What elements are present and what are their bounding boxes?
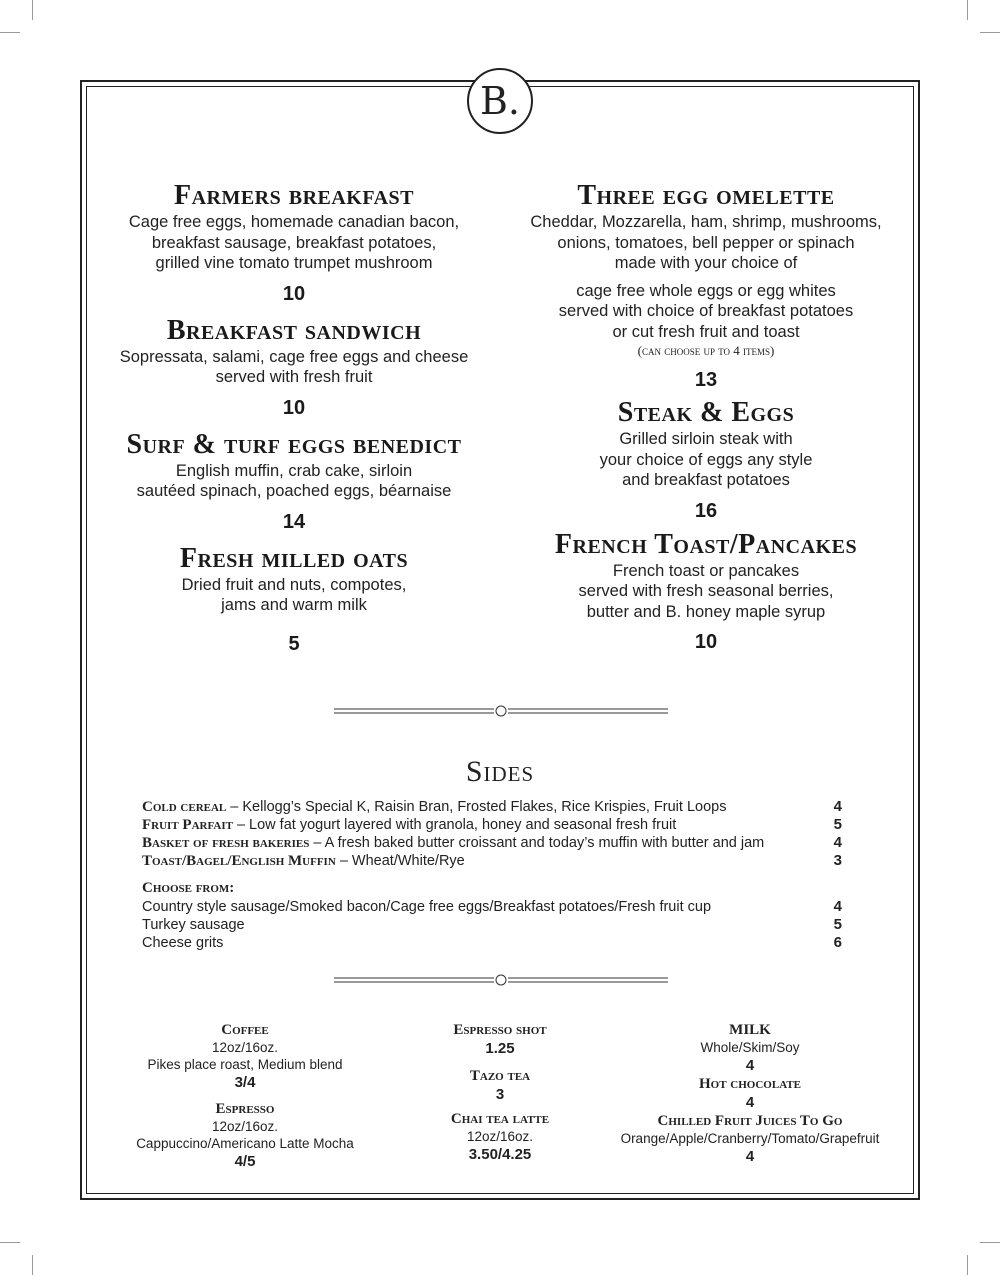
list-item <box>142 898 842 916</box>
beverage-size: 12oz/16oz. <box>211 1040 279 1055</box>
item-title: Three egg omelette <box>577 180 835 211</box>
beverage-price: 3.50/4.25 <box>468 1146 532 1163</box>
beverage-coffee <box>115 1021 375 1093</box>
side-description: – Kellogg’s Special K, Raisin Bran, Frosted Flakes, Rice Krispies, Fruit Loops <box>226 799 727 815</box>
item-description: Grilled sirloin steak with your choice of eggs any style and breakfast potatoes <box>599 430 813 489</box>
beverage-title: Espresso <box>215 1101 275 1117</box>
item-description-continued: cage free whole eggs or egg whites served with choice of breakfast potatoes or cut fresh fruit and toast <box>558 281 854 341</box>
crop-mark <box>967 1255 968 1275</box>
b-logo: B. <box>467 68 533 134</box>
beverage-title: Espresso shot <box>453 1022 547 1038</box>
crop-mark <box>0 1242 20 1243</box>
menu-item-breakfast-sandwich <box>100 315 488 420</box>
beverage-description: Pikes place roast, Medium blend <box>147 1057 343 1072</box>
beverage-price: 3/4 <box>234 1074 256 1091</box>
item-price: 10 <box>282 282 306 305</box>
list-item <box>142 934 842 952</box>
beverage-price: 4 <box>745 1094 755 1111</box>
side-price: 6 <box>833 934 842 951</box>
item-title: Breakfast sandwich <box>166 314 422 346</box>
right-menu-column <box>512 180 900 654</box>
side-description: Turkey sausage <box>142 917 245 933</box>
side-name: Toast/Bagel/English Muffin <box>142 853 336 869</box>
beverage-espresso <box>115 1100 375 1172</box>
item-description: Cheddar, Mozzarella, ham, shrimp, mushrooms, onions, tomatoes, bell pepper or spinach made with your choice of <box>530 213 882 272</box>
ornament-divider <box>334 705 668 717</box>
side-price: 5 <box>833 916 842 933</box>
item-description: English muffin, crab cake, sirloin sautéed spinach, poached eggs, béarnaise <box>136 461 452 500</box>
crop-mark <box>980 1242 1000 1243</box>
beverage-milk <box>600 1021 900 1076</box>
sides-list <box>142 798 842 952</box>
list-item <box>142 798 842 816</box>
item-price: 10 <box>694 631 718 653</box>
item-title: Fresh milled oats <box>179 542 409 574</box>
beverage-hot-chocolate <box>600 1075 900 1113</box>
side-description: – Low fat yogurt layered with granola, honey and seasonal fresh fruit <box>232 817 677 833</box>
menu-item-farmers-breakfast <box>100 180 488 306</box>
side-description: – A fresh baked butter croissant and today’s muffin with butter and jam <box>309 835 765 851</box>
item-description: French toast or pancakes served with fresh seasonal berries, butter and B. honey maple syrup <box>578 561 834 621</box>
crop-mark <box>0 32 20 33</box>
menu-item-surf-turf-benedict <box>100 429 488 534</box>
crop-mark <box>32 0 33 20</box>
beverage-description: Whole/Skim/Soy <box>700 1040 800 1055</box>
beverage-price: 4 <box>745 1057 755 1074</box>
side-name: Fruit Parfait <box>142 817 233 833</box>
beverage-size: 12oz/16oz. <box>211 1119 279 1134</box>
beverage-title: MILK <box>729 1022 771 1038</box>
beverage-chilled-juices <box>590 1112 910 1167</box>
item-description: Cage free eggs, homemade canadian bacon, breakfast sausage, breakfast potatoes, grilled vine tomato trumpet mushroom <box>128 213 460 272</box>
beverage-price: 1.25 <box>485 1040 515 1057</box>
list-item <box>142 852 842 870</box>
beverage-price: 4 <box>745 1148 755 1165</box>
list-item <box>142 816 842 834</box>
menu-item-french-toast-pancakes <box>512 529 900 655</box>
beverage-espresso-shot <box>400 1021 600 1059</box>
item-title: Surf & turf eggs benedict <box>126 428 462 460</box>
menu-item-steak-eggs <box>512 397 900 523</box>
item-price: 16 <box>694 499 718 522</box>
item-price: 14 <box>282 510 306 533</box>
item-description: Dried fruit and nuts, compotes, jams and warm milk <box>181 575 407 614</box>
crop-mark <box>32 1255 33 1275</box>
beverage-title: Hot chocolate <box>698 1076 801 1092</box>
side-price: 5 <box>833 816 842 833</box>
beverage-size: 12oz/16oz. <box>466 1129 534 1144</box>
item-price: 13 <box>694 369 718 391</box>
side-description: Cheese grits <box>142 935 224 951</box>
beverage-title: Tazo tea <box>469 1068 531 1084</box>
side-price: 3 <box>833 852 842 869</box>
sides-heading: Sides <box>465 755 535 788</box>
side-description: Country style sausage/Smoked bacon/Cage free eggs/Breakfast potatoes/Fresh fruit cup <box>142 899 712 915</box>
side-name: Cold cereal <box>142 799 227 815</box>
item-price: 10 <box>282 396 306 419</box>
beverage-tazo-tea <box>400 1067 600 1105</box>
menu-item-fresh-milled-oats <box>100 543 488 656</box>
left-menu-column <box>100 180 488 656</box>
side-name: Basket of fresh bakeries <box>142 835 310 851</box>
menu-item-three-egg-omelette <box>512 180 900 392</box>
side-price: 4 <box>833 898 842 915</box>
side-description: – Wheat/White/Rye <box>335 853 465 869</box>
beverage-price: 4/5 <box>234 1153 256 1170</box>
beverage-title: Chai tea latte <box>450 1111 550 1127</box>
item-description: Sopressata, salami, cage free eggs and cheese served with fresh fruit <box>119 347 469 386</box>
beverage-price: 3 <box>495 1086 505 1103</box>
ornament-divider <box>334 974 668 986</box>
beverage-description: Orange/Apple/Cranberry/Tomato/Grapefruit <box>620 1131 880 1146</box>
beverage-chai-tea-latte <box>400 1110 600 1165</box>
list-item <box>142 834 842 852</box>
side-price: 4 <box>833 798 842 815</box>
beverage-title: Chilled Fruit Juices To Go <box>657 1113 843 1129</box>
beverage-description: Cappuccino/Americano Latte Mocha <box>136 1136 354 1151</box>
item-title: Farmers breakfast <box>173 180 415 211</box>
choose-from-label: Choose from: <box>142 880 235 896</box>
item-title: French Toast/Pancakes <box>554 528 858 560</box>
crop-mark <box>980 32 1000 33</box>
crop-mark <box>967 0 968 20</box>
item-title: Steak & Eggs <box>617 397 795 428</box>
item-note: (can choose up to 4 items) <box>637 343 775 358</box>
beverage-title: Coffee <box>221 1022 269 1038</box>
item-price: 5 <box>288 632 300 655</box>
list-item <box>142 916 842 934</box>
side-price: 4 <box>833 834 842 851</box>
